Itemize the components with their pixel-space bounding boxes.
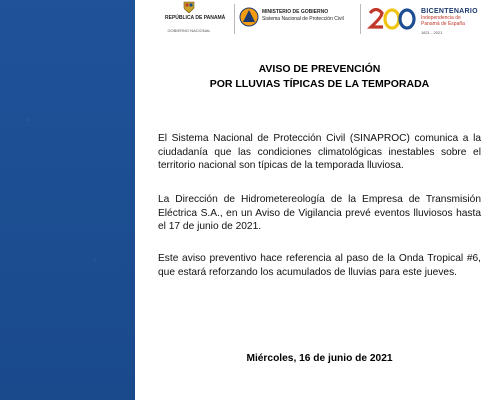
header-logos (135, 0, 495, 40)
notice-paragraph-1: El Sistema Nacional de Protección Civil (SINAPROC) comunica a la ciudadanía que las condiciones climatológicas inestables sobre el territorio nacional son típicas de la temporada lluviosa. (158, 133, 481, 171)
panama-logo-subtitle: GOBIERNO NACIONAL (167, 28, 211, 33)
notice-paragraph-2: La Dirección de Hidrometereología de la Empresa de Transmisión Eléctrica S.A., en un Aviso de Vigilancia prevé eventos lluviosos hasta el 17 de junio de 2021. (158, 194, 481, 232)
notice-title-line1: AVISO DE PREVENCIÓN (258, 63, 381, 75)
bicentennial-line1: Independencia de (421, 15, 461, 21)
header-divider (360, 4, 361, 34)
ministry-name: MINISTERIO DE GOBIERNO (262, 9, 329, 15)
notice-paragraph-3: Este aviso preventivo hace referencia al paso de la Onda Tropical #6, que estará reforzando los acumulados de lluvias para este jueves. (158, 253, 481, 278)
bicentennial-logo (367, 1, 492, 39)
panama-government-logo (165, 1, 226, 37)
notice-date: Miércoles, 16 de junio de 2021 (246, 353, 393, 364)
decorative-sidebar (0, 0, 135, 400)
bicentennial-200-icon (367, 5, 417, 33)
notice-content (158, 62, 481, 364)
panama-shield-icon (182, 1, 196, 14)
ministry-subtitle: Sistema Nacional de Protección Civil (262, 16, 344, 22)
ministry-logo (237, 1, 357, 37)
notice-title-line2: POR LLUVIAS TÍPICAS DE LA TEMPORADA (209, 78, 430, 90)
bicentennial-years: 1821 - 2021 (421, 30, 443, 35)
panama-logo-text: REPÚBLICA DE PANAMÁ (165, 15, 226, 21)
bicentennial-line2: Panamá de España (421, 21, 465, 27)
civil-protection-icon (239, 7, 259, 27)
bicentennial-title: BICENTENARIO (421, 8, 478, 15)
header-divider (234, 4, 235, 34)
